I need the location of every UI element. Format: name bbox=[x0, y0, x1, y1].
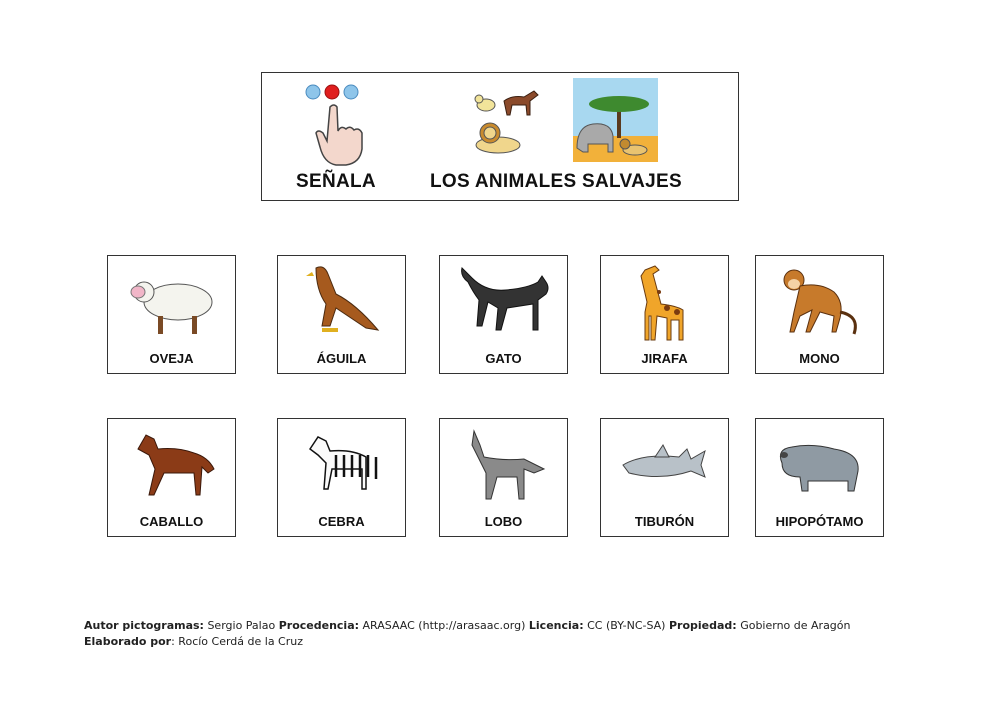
card-label: CEBRA bbox=[318, 514, 365, 529]
credits-line-2 bbox=[84, 634, 851, 650]
zebra-icon bbox=[292, 425, 392, 507]
card-label: LOBO bbox=[484, 514, 523, 529]
credits-source-val: ARASAAC (http://arasaac.org) bbox=[362, 619, 526, 632]
card-label: TIBURÓN bbox=[634, 514, 695, 529]
pointing-finger-icon bbox=[300, 81, 370, 167]
credits-owner-key: Propiedad: bbox=[668, 619, 737, 632]
credits bbox=[84, 618, 851, 650]
credits-owner-val: Gobierno de Aragón bbox=[740, 619, 851, 632]
card-tiburon[interactable] bbox=[600, 418, 729, 537]
credits-author-key: Autor pictogramas: bbox=[84, 619, 204, 632]
credits-source-key: Procedencia: bbox=[278, 619, 360, 632]
instruction-text: SEÑALA bbox=[296, 171, 376, 192]
hippo-icon bbox=[770, 425, 870, 507]
savanna-icon bbox=[573, 78, 658, 162]
card-hipopotamo[interactable] bbox=[755, 418, 884, 537]
card-caballo[interactable] bbox=[107, 418, 236, 537]
credits-made-val: : Rocío Cerdá de la Cruz bbox=[171, 635, 304, 648]
card-label: ÁGUILA bbox=[316, 351, 367, 366]
credits-made-key: Elaborado por bbox=[84, 635, 172, 648]
card-lobo[interactable] bbox=[439, 418, 568, 537]
horse-icon bbox=[122, 425, 222, 507]
card-label: GATO bbox=[485, 351, 522, 366]
credits-license-key: Licencia: bbox=[528, 619, 584, 632]
header-box bbox=[261, 72, 739, 201]
card-cebra[interactable] bbox=[277, 418, 406, 537]
sheep-icon bbox=[122, 262, 222, 344]
card-jirafa[interactable] bbox=[600, 255, 729, 374]
card-aguila[interactable] bbox=[277, 255, 406, 374]
eagle-icon bbox=[292, 262, 392, 344]
animals-group-icon bbox=[470, 81, 550, 161]
card-oveja[interactable] bbox=[107, 255, 236, 374]
credits-license-val: CC (BY-NC-SA) bbox=[587, 619, 666, 632]
credits-line-1 bbox=[84, 618, 851, 634]
monkey-icon bbox=[770, 262, 870, 344]
card-mono[interactable] bbox=[755, 255, 884, 374]
credits-author-val: Sergio Palao bbox=[207, 619, 276, 632]
card-label: HIPOPÓTAMO bbox=[775, 514, 864, 529]
card-label: CABALLO bbox=[139, 514, 204, 529]
page-title: LOS ANIMALES SALVAJES bbox=[430, 171, 682, 192]
card-gato[interactable] bbox=[439, 255, 568, 374]
card-label: JIRAFA bbox=[641, 351, 688, 366]
card-label: OVEJA bbox=[149, 351, 194, 366]
wolf-icon bbox=[454, 425, 554, 507]
giraffe-icon bbox=[615, 262, 715, 344]
cat-icon bbox=[454, 262, 554, 344]
shark-icon bbox=[615, 425, 715, 507]
card-label: MONO bbox=[799, 351, 840, 366]
